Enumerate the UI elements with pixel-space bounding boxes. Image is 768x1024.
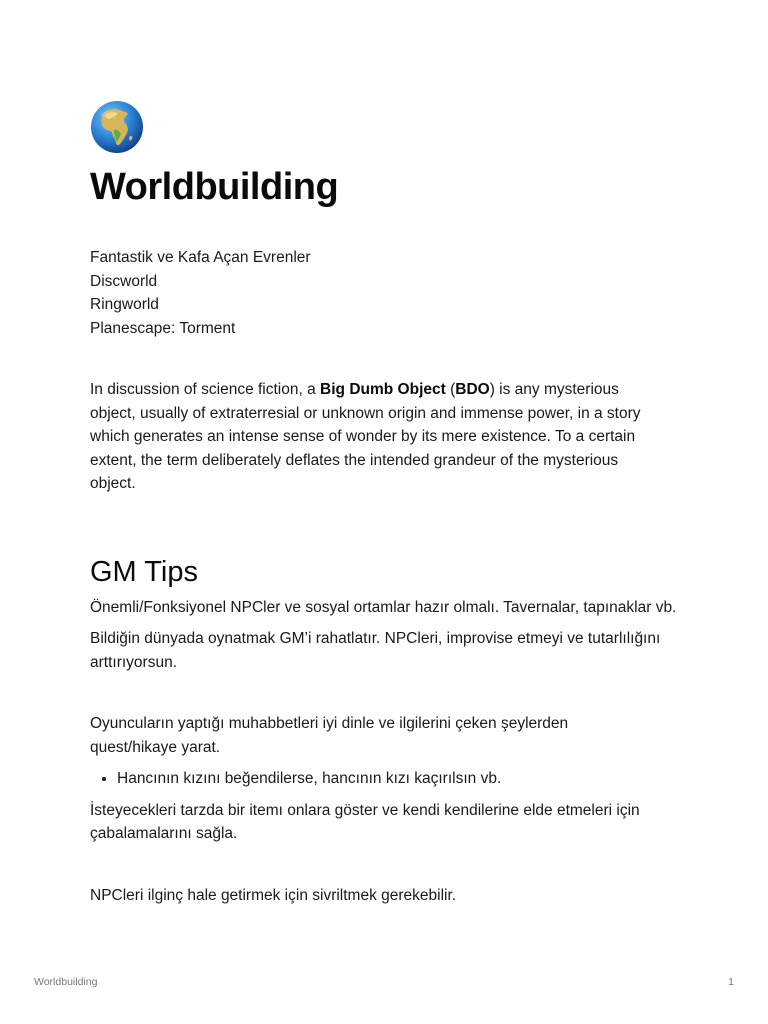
intro-line: Fantastik ve Kafa Açan Evrenler [90,249,311,266]
document-page [90,100,690,907]
intro-line: Planescape: Torment [90,319,236,337]
list-item: • Hancının kızını beğendilerse, hancının kızı kaçırılsın vb. [117,767,690,791]
gm-tips-heading: GM Tips [90,555,198,588]
gm-tip-paragraph: Önemli/Fonksiyonel NPCler ve sosyal ortamlar hazır olmalı. Tavernalar, tapınaklar vb. [90,598,677,616]
bdo-abbreviation: BDO [455,381,490,398]
intro-lines [90,246,690,340]
bdo-paragraph [90,378,650,496]
bdo-text-pre: In discussion of science fiction, a [90,381,321,398]
gm-tip-paragraph: Bildiğin dünyada oynatmak GM’i rahatlatır. NPCleri, improvise etmeyi ve tutarlılığını arttırıyorsun. [90,630,661,671]
gm-tip-bullet-list [90,767,690,791]
bdo-term: Big Dumb Object [320,381,446,398]
gm-tip-paragraph: NPCleri ilginç hale getirmek için sivriltmek gerekebilir. [90,886,457,904]
intro-line: Ringworld [90,296,159,313]
footer-page-number: 1 [728,976,734,988]
gm-tip-paragraph: İsteyecekleri tarzda bir itemı onlara göster ve kendi kendilerine elde etmeleri için çabalamalarını sağla. [90,801,640,842]
footer-document-title: Worldbuilding [34,976,98,988]
intro-line: Discworld [90,272,158,290]
globe-africa-icon [90,100,144,154]
gm-tip-paragraph: Oyuncuların yaptığı muhabbetleri iyi dinle ve ilgilerini çeken şeylerden quest/hikaye yarat. [90,715,569,756]
bdo-text-mid: ( [445,381,456,398]
bdo-text-rest: ) is any mysterious object, usually of extraterresial or unknown origin and immense power, in a story which generates an intense sense of wonder by its mere existence. To a certain extent, the term deliberately deflates the intended grandeur of the mysterious object. [90,381,641,492]
page-title: Worldbuilding [90,166,339,208]
